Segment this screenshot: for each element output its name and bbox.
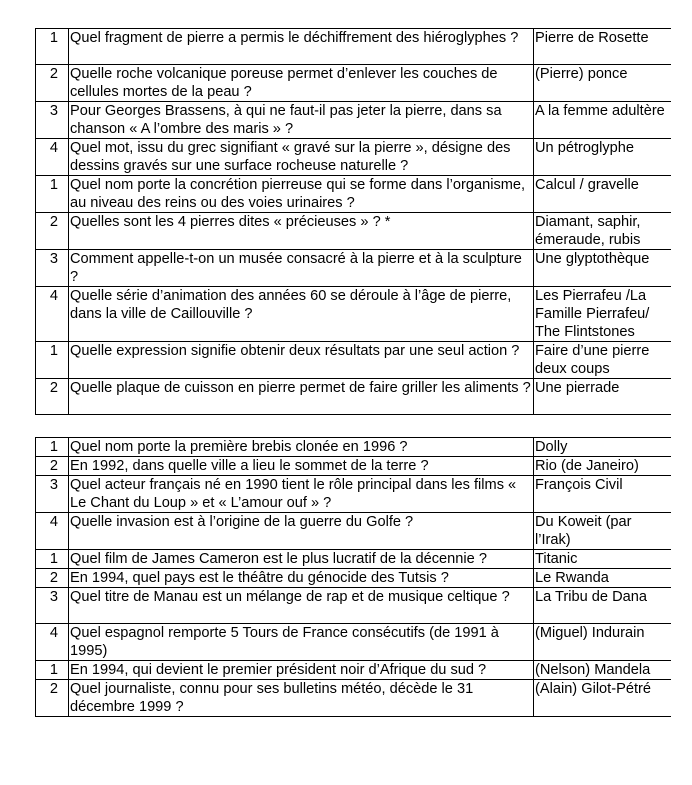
answer-text: (Miguel) Indurain bbox=[534, 624, 671, 661]
answer-text: Les Pierrafeu /La Famille Pierrafeu/ The Flintstones bbox=[534, 287, 671, 342]
question-number: 2 bbox=[36, 379, 69, 415]
question-text: Quel espagnol remporte 5 Tours de France consécutifs (de 1991 à 1995) bbox=[69, 624, 534, 661]
answer-text: Une pierrade bbox=[534, 379, 671, 415]
question-number: 2 bbox=[36, 65, 69, 102]
question-number: 1 bbox=[36, 342, 69, 379]
answer-text: (Alain) Gilot-Pétré bbox=[534, 680, 671, 717]
question-number: 4 bbox=[36, 624, 69, 661]
table-row bbox=[36, 624, 671, 661]
question-text: Quelles sont les 4 pierres dites « précieuses » ? * bbox=[69, 213, 534, 250]
question-number: 4 bbox=[36, 513, 69, 550]
table-row bbox=[36, 569, 671, 588]
question-text: Quel acteur français né en 1990 tient le rôle principal dans les films « Le Chant du Loup » et « L’amour ouf » ? bbox=[69, 476, 534, 513]
table-row bbox=[36, 513, 671, 550]
question-number: 2 bbox=[36, 213, 69, 250]
question-number: 2 bbox=[36, 569, 69, 588]
table-row bbox=[36, 476, 671, 513]
table-row bbox=[36, 588, 671, 624]
table-row bbox=[36, 680, 671, 717]
question-number: 3 bbox=[36, 588, 69, 624]
question-number: 1 bbox=[36, 29, 69, 65]
question-number: 1 bbox=[36, 176, 69, 213]
question-text: Quelle roche volcanique poreuse permet d’enlever les couches de cellules mortes de la peau ? bbox=[69, 65, 534, 102]
table-row bbox=[36, 213, 671, 250]
question-text: Quel titre de Manau est un mélange de rap et de musique celtique ? bbox=[69, 588, 534, 624]
question-number: 4 bbox=[36, 287, 69, 342]
answer-text: Dolly bbox=[534, 438, 671, 457]
question-text: Quel journaliste, connu pour ses bulletins météo, décède le 31 décembre 1999 ? bbox=[69, 680, 534, 717]
question-text: Quel nom porte la concrétion pierreuse qui se forme dans l’organisme, au niveau des reins ou des voies urinaires ? bbox=[69, 176, 534, 213]
answer-text: Calcul / gravelle bbox=[534, 176, 671, 213]
question-number: 3 bbox=[36, 102, 69, 139]
quiz-table-history bbox=[35, 437, 671, 717]
answer-text: Pierre de Rosette bbox=[534, 29, 671, 65]
table-row bbox=[36, 379, 671, 415]
question-text: Quelle série d’animation des années 60 se déroule à l’âge de pierre, dans la ville de Caillouville ? bbox=[69, 287, 534, 342]
question-text: Quelle expression signifie obtenir deux résultats par une seul action ? bbox=[69, 342, 534, 379]
table-row bbox=[36, 457, 671, 476]
table-row bbox=[36, 139, 671, 176]
answer-text: Titanic bbox=[534, 550, 671, 569]
quiz-table-stone bbox=[35, 28, 671, 415]
question-number: 2 bbox=[36, 680, 69, 717]
answer-text: Une glyptothèque bbox=[534, 250, 671, 287]
answer-text: Rio (de Janeiro) bbox=[534, 457, 671, 476]
table-row bbox=[36, 250, 671, 287]
table-row bbox=[36, 102, 671, 139]
question-text: Quelle plaque de cuisson en pierre permet de faire griller les aliments ? bbox=[69, 379, 534, 415]
answer-text: Le Rwanda bbox=[534, 569, 671, 588]
table-row bbox=[36, 550, 671, 569]
question-text: En 1992, dans quelle ville a lieu le sommet de la terre ? bbox=[69, 457, 534, 476]
answer-text: (Pierre) ponce bbox=[534, 65, 671, 102]
question-text: Quel mot, issu du grec signifiant « gravé sur la pierre », désigne des dessins gravés sur une surface rocheuse naturelle ? bbox=[69, 139, 534, 176]
question-number: 1 bbox=[36, 438, 69, 457]
answer-text: Diamant, saphir, émeraude, rubis bbox=[534, 213, 671, 250]
question-text: Quel nom porte la première brebis clonée en 1996 ? bbox=[69, 438, 534, 457]
answer-text: (Nelson) Mandela bbox=[534, 661, 671, 680]
question-text: Quel fragment de pierre a permis le déchiffrement des hiéroglyphes ? bbox=[69, 29, 534, 65]
table-row bbox=[36, 287, 671, 342]
answer-text: Faire d’une pierre deux coups bbox=[534, 342, 671, 379]
answer-text: François Civil bbox=[534, 476, 671, 513]
question-number: 4 bbox=[36, 139, 69, 176]
table-row bbox=[36, 342, 671, 379]
table-row bbox=[36, 176, 671, 213]
answer-text: Du Koweit (par l’Irak) bbox=[534, 513, 671, 550]
question-text: En 1994, quel pays est le théâtre du génocide des Tutsis ? bbox=[69, 569, 534, 588]
table-row bbox=[36, 29, 671, 65]
table-row bbox=[36, 438, 671, 457]
answer-text: Un pétroglyphe bbox=[534, 139, 671, 176]
question-text: En 1994, qui devient le premier président noir d’Afrique du sud ? bbox=[69, 661, 534, 680]
question-number: 1 bbox=[36, 550, 69, 569]
question-number: 3 bbox=[36, 250, 69, 287]
table-row bbox=[36, 65, 671, 102]
answer-text: A la femme adultère bbox=[534, 102, 671, 139]
question-text: Quelle invasion est à l’origine de la guerre du Golfe ? bbox=[69, 513, 534, 550]
question-number: 3 bbox=[36, 476, 69, 513]
question-text: Pour Georges Brassens, à qui ne faut-il pas jeter la pierre, dans sa chanson « A l’ombre des maris » ? bbox=[69, 102, 534, 139]
question-text: Comment appelle-t-on un musée consacré à la pierre et à la sculpture ? bbox=[69, 250, 534, 287]
table-row bbox=[36, 661, 671, 680]
question-text: Quel film de James Cameron est le plus lucratif de la décennie ? bbox=[69, 550, 534, 569]
question-number: 1 bbox=[36, 661, 69, 680]
question-number: 2 bbox=[36, 457, 69, 476]
answer-text: La Tribu de Dana bbox=[534, 588, 671, 624]
